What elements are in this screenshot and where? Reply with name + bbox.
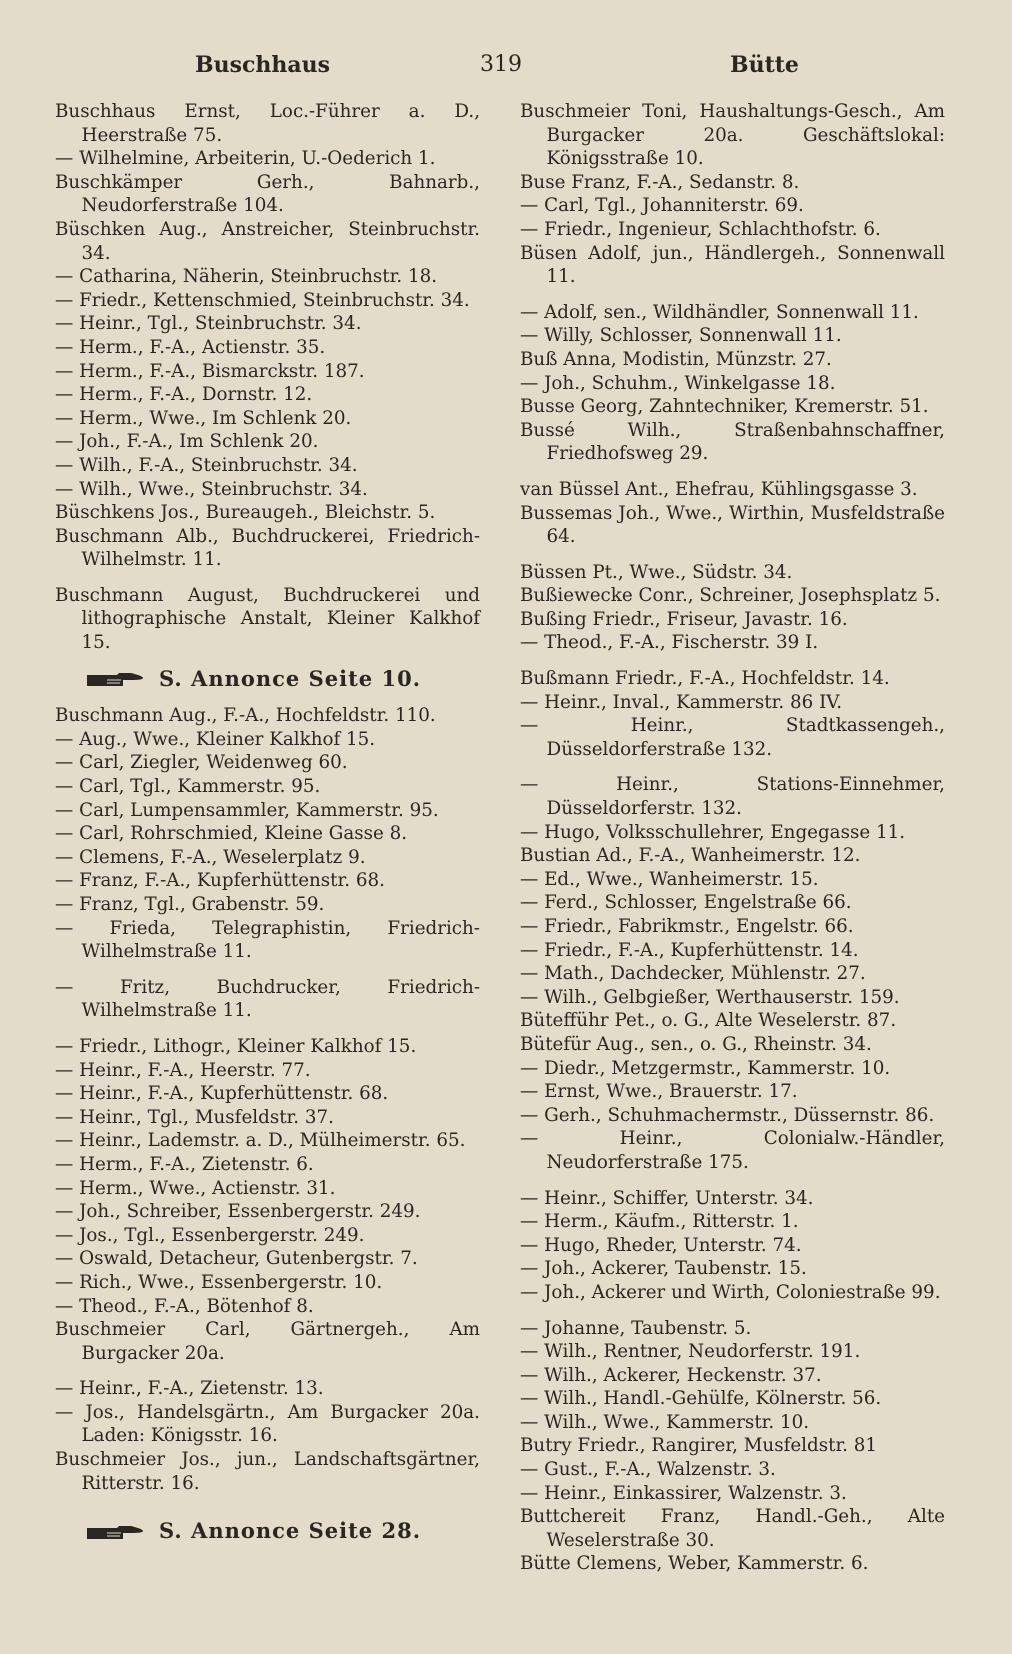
directory-entry: — Herm., F.-A., Bismarckstr. 187. [55,360,365,382]
directory-entry: Buschmeier Toni, Haushaltungs-Gesch., Am Burgacker 20a. Geschäftslokal: Königsstraße 10. [520,101,945,170]
directory-entry: — Wilh., Gelbgießer, Werthauserstr. 159. [520,986,900,1008]
directory-entry: — Heinr., Stations-Einnehmer, Düsseldorferstr. 132. [520,774,945,820]
directory-entry: — Heinr., F.-A., Kupferhüttenstr. 68. [55,1083,389,1105]
directory-entry: — Heinr., Colonialw.-Händler, Neudorferstraße 175. [520,1128,945,1173]
directory-entry: — Carl, Rohrschmied, Kleine Gasse 8. [55,823,408,845]
directory-entry: — Theod., F.-A., Fischerstr. 39 I. [520,632,819,654]
directory-entry: — Friedr., Fabrikmstr., Engelstr. 66. [520,916,854,937]
directory-entry: Büschken Aug., Anstreicher, Steinbruchstr. 34. [55,218,480,264]
directory-entry: — Wilhelmine, Arbeiterin, U.-Oederich 1. [55,148,436,170]
directory-entry: — Gust., F.-A., Walzenstr. 3. [520,1459,776,1481]
directory-entry: — Friedr., F.-A., Kupferhüttenstr. 14. [520,939,859,961]
directory-entry: — Gerh., Schuhmachermstr., Düssernstr. 86. [520,1104,935,1126]
directory-entry: — Frieda, Telegraphistin, Friedrich-Wilhelmstraße 11. [55,917,480,963]
directory-entry: Bütefür Aug., sen., o. G., Rheinstr. 34. [520,1033,872,1055]
directory-entry: Buschmeier Jos., jun., Landschaftsgärtner, Ritterstr. 16. [55,1449,480,1494]
directory-entry: — Hugo, Rheder, Unterstr. 74. [520,1234,802,1256]
directory-entry: — Hugo, Volksschullehrer, Engegasse 11. [520,821,906,843]
entry-spacer [520,466,945,478]
directory-entry: — Heinr., Tgl., Steinbruchstr. 34. [55,313,362,335]
pointing-hand-icon [87,672,145,688]
directory-entry: Buschhaus Ernst, Loc.-Führer a. D., Heerstraße 75. [55,101,480,146]
directory-entry: — Carl, Tgl., Johanniterstr. 69. [520,195,804,217]
directory-entry: — Willy, Schlosser, Sonnenwall 11. [520,325,842,347]
annonce-reference [55,1519,480,1543]
entry-spacer [520,549,945,561]
directory-entry: Busse Georg, Zahntechniker, Kremerstr. 51. [520,396,929,418]
page-header [55,52,957,86]
directory-entry: Bußing Friedr., Friseur, Javastr. 16. [520,608,848,630]
directory-entry: Butry Friedr., Rangirer, Musfeldstr. 81 [520,1435,878,1457]
directory-entry: — Wilh., Ackerer, Heckenstr. 37. [520,1364,822,1386]
entry-spacer [520,761,945,773]
directory-entry: — Herm., Käufm., Ritterstr. 1. [520,1211,799,1233]
directory-entry: — Wilh., Wwe., Steinbruchstr. 34. [55,478,368,500]
page-number: 319 [480,52,522,77]
entry-spacer [55,1023,480,1035]
entry-spacer [55,964,480,976]
directory-entry: Buschkämper Gerh., Bahnarb., Neudorferstraße 104. [55,171,480,217]
directory-entry: — Friedr., Kettenschmied, Steinbruchstr. 34. [55,289,470,311]
directory-entry: — Franz, F.-A., Kupferhüttenstr. 68. [55,870,385,892]
directory-entry: Büssen Pt., Wwe., Südstr. 34. [520,561,793,583]
entry-spacer [55,1365,480,1377]
directory-entry: — Joh., Schuhm., Winkelgasse 18. [520,372,836,394]
directory-entry: — Joh., Ackerer, Taubenstr. 15. [520,1258,807,1280]
entry-spacer [520,655,945,667]
directory-entry: Buschmann Alb., Buchdruckerei, Friedrich-Wilhelmstr. 11. [55,525,480,571]
right-column [520,100,945,1576]
directory-entry: — Ferd., Schlosser, Engelstraße 66. [520,892,852,914]
directory-entry: Bußmann Friedr., F.-A., Hochfeldstr. 14. [520,668,890,690]
directory-entry: — Theod., F.-A., Bötenhof 8. [55,1295,314,1317]
directory-entry: — Ed., Wwe., Wanheimerstr. 15. [520,868,819,890]
directory-entry: — Ernst, Wwe., Brauerstr. 17. [520,1081,798,1103]
directory-entry: — Joh., Ackerer und Wirth, Coloniestraße 99. [520,1281,941,1303]
annonce-text: S. Annonce Seite 10. [159,665,422,691]
directory-entry: Bussé Wilh., Straßenbahnschaffner, Friedhofsweg 29. [520,419,945,465]
directory-entry: Bütte Clemens, Weber, Kammerstr. 6. [520,1553,869,1575]
directory-entry: — Herm., F.-A., Dornstr. 12. [55,384,313,406]
header-right-keyword: Bütte [730,52,799,78]
header-left-keyword: Buschhaus [195,52,330,78]
directory-entry: — Carl, Tgl., Kammerstr. 95. [55,776,321,798]
directory-entry: — Catharina, Näherin, Steinbruchstr. 18. [55,266,438,288]
entry-spacer [520,289,945,301]
directory-entry: — Wilh., Handl.-Gehülfe, Kölnerstr. 56. [520,1388,882,1410]
directory-entry: — Jos., Tgl., Essenbergerstr. 249. [55,1224,365,1246]
directory-entry: Buschmann August, Buchdruckerei und lithographische Anstalt, Kleiner Kalkhof 15. [55,584,480,654]
directory-entry: — Heinr., Stadtkassengeh., Düsseldorferstraße 132. [520,715,945,760]
directory-entry: — Carl, Lumpensammler, Kammerstr. 95. [55,799,439,821]
directory-entry: — Heinr., Schiffer, Unterstr. 34. [520,1187,814,1209]
directory-entry: Bußiewecke Conr., Schreiner, Josephsplatz 5. [520,585,941,607]
directory-entry: Buschmeier Carl, Gärtnergeh., Am Burgacker 20a. [55,1319,480,1364]
entry-spacer [55,572,480,584]
directory-entry: — Herm., Wwe., Actienstr. 31. [55,1177,336,1199]
directory-entry: — Heinr., Lademstr. a. D., Mülheimerstr. 65. [55,1130,466,1152]
directory-entry: — Carl, Ziegler, Weidenweg 60. [55,752,348,774]
directory-entry: Buß Anna, Modistin, Münzstr. 27. [520,348,832,370]
directory-entry: — Herm., F.-A., Actienstr. 35. [55,336,326,358]
directory-entry: — Johanne, Taubenstr. 5. [520,1317,752,1339]
directory-entry: — Herm., Wwe., Im Schlenk 20. [55,407,352,429]
directory-entry: — Joh., Schreiber, Essenbergerstr. 249. [55,1201,421,1223]
directory-entry: — Adolf, sen., Wildhändler, Sonnenwall 11. [520,301,919,323]
directory-entry: — Jos., Handelsgärtn., Am Burgacker 20a. Laden: Königsstr. 16. [55,1401,480,1447]
directory-entry: Buttchereit Franz, Handl.-Geh., Alte Weselerstraße 30. [520,1506,945,1551]
directory-entry: — Franz, Tgl., Grabenstr. 59. [55,894,325,915]
directory-entry: — Heinr., F.-A., Heerstr. 77. [55,1059,311,1081]
directory-entry: — Joh., F.-A., Im Schlenk 20. [55,431,319,453]
directory-entry: Buse Franz, F.-A., Sedanstr. 8. [520,171,800,193]
directory-entry: — Wilh., Wwe., Kammerstr. 10. [520,1411,810,1433]
annonce-reference [55,667,480,691]
directory-entry: — Aug., Wwe., Kleiner Kalkhof 15. [55,728,376,750]
directory-entry: — Clemens, F.-A., Weselerplatz 9. [55,846,366,868]
pointing-hand-icon [87,1525,145,1541]
directory-entry: Büsen Adolf, jun., Händlergeh., Sonnenwall 11. [520,242,945,288]
directory-entry: van Büssel Ant., Ehefrau, Kühlingsgasse 3. [520,478,918,500]
directory-entry: — Friedr., Lithogr., Kleiner Kalkhof 15. [55,1035,417,1057]
directory-entry: Bussemas Joh., Wwe., Wirthin, Musfeldstraße 64. [520,502,945,548]
directory-entry: — Friedr., Ingenieur, Schlachthofstr. 6. [520,218,881,240]
entry-spacer [520,1175,945,1187]
left-column [55,100,480,1557]
entry-spacer [55,1495,480,1507]
directory-entry: — Wilh., Rentner, Neudorferstr. 191. [520,1341,861,1363]
directory-entry: — Heinr., F.-A., Zietenstr. 13. [55,1378,324,1400]
directory-entry: — Heinr., Einkassirer, Walzenstr. 3. [520,1482,847,1504]
directory-entry: — Fritz, Buchdrucker, Friedrich-Wilhelmstraße 11. [55,976,480,1022]
directory-entry: — Heinr., Tgl., Musfeldstr. 37. [55,1106,334,1128]
entry-spacer [520,1305,945,1317]
directory-entry: — Oswald, Detacheur, Gutenbergstr. 7. [55,1248,418,1270]
directory-entry: — Herm., F.-A., Zietenstr. 6. [55,1153,314,1175]
directory-entry: — Diedr., Metzgermstr., Kammerstr. 10. [520,1057,891,1079]
annonce-text: S. Annonce Seite 28. [159,1518,422,1544]
directory-entry: — Math., Dachdecker, Mühlenstr. 27. [520,963,866,985]
directory-entry: — Wilh., F.-A., Steinbruchstr. 34. [55,454,358,476]
directory-entry: Bustian Ad., F.-A., Wanheimerstr. 12. [520,845,861,867]
directory-entry: Bütefführ Pet., o. G., Alte Weselerstr. 87. [520,1010,897,1032]
directory-entry: — Rich., Wwe., Essenbergerstr. 10. [55,1271,383,1293]
directory-entry: Büschkens Jos., Bureaugeh., Bleichstr. 5. [55,502,436,524]
directory-entry: — Heinr., Inval., Kammerstr. 86 IV. [520,691,843,713]
directory-entry: Buschmann Aug., F.-A., Hochfeldstr. 110. [55,705,436,727]
